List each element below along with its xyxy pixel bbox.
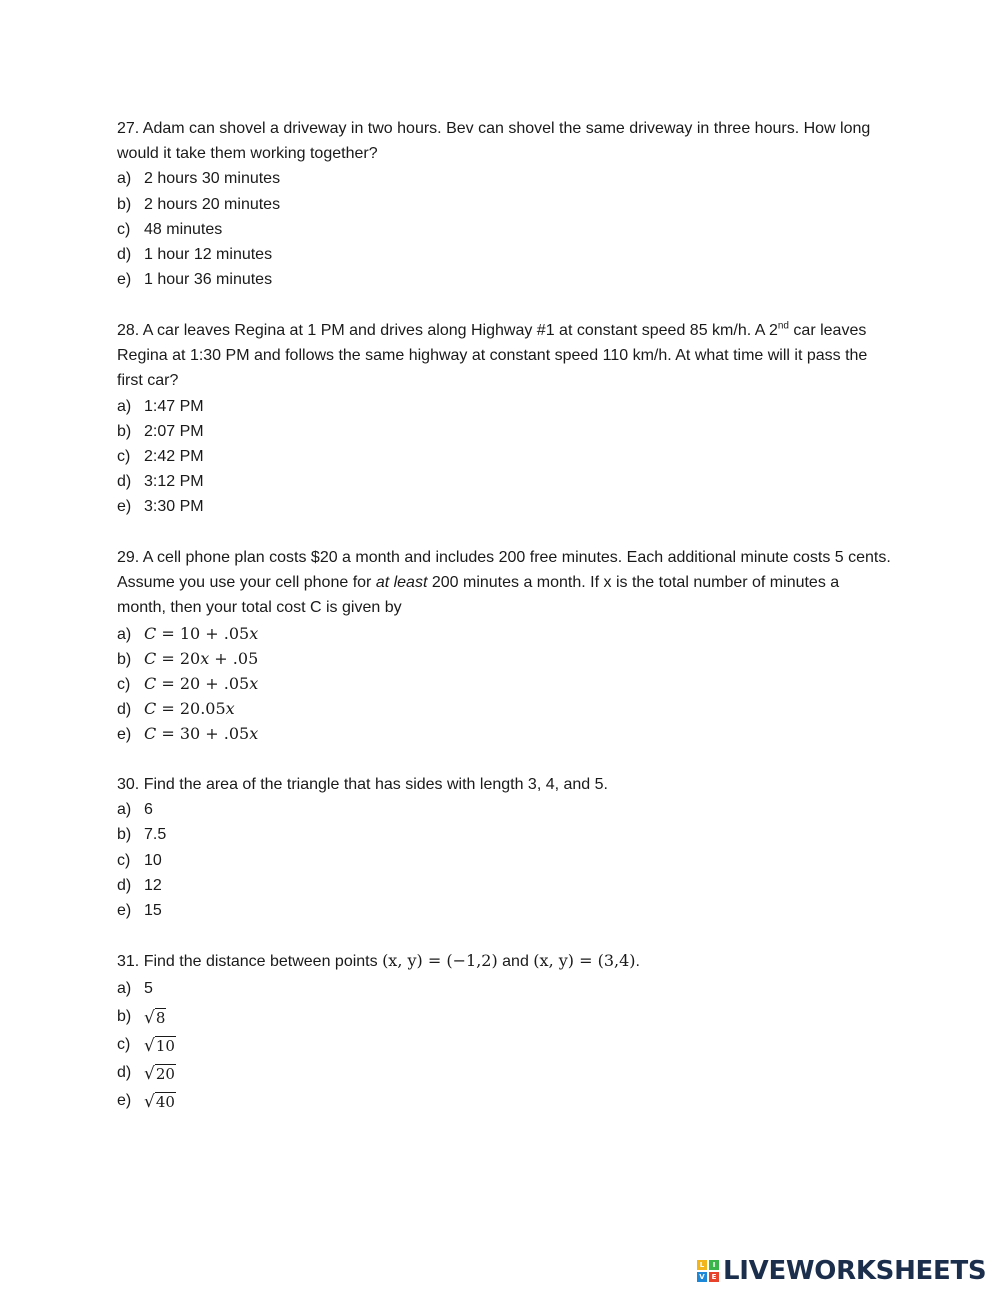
logo-mark-cell: L: [697, 1260, 707, 1270]
emphasis-at-least: at least: [375, 574, 428, 592]
radicand: 40: [155, 1093, 175, 1112]
option-letter: b): [117, 195, 132, 213]
option-29b: [117, 646, 892, 671]
question-31-text-part: .: [635, 953, 640, 970]
option-letter: d): [117, 876, 132, 894]
liveworksheets-logo: [697, 1256, 986, 1286]
formula: [144, 721, 258, 746]
option-text: 2:42 PM: [144, 447, 204, 465]
question-29: [117, 545, 892, 747]
point-2: (x, y) = (3,4): [533, 951, 636, 970]
question-27-options: [117, 166, 892, 292]
logo-mark-icon: [697, 1260, 719, 1282]
option-28d: [117, 469, 892, 494]
question-28-text-part: car leaves Regina at 1:30 PM and follows the same highway at constant speed 110 km/h. At what time will it pass the first car?: [117, 322, 868, 390]
option-letter: c): [117, 220, 131, 238]
formula-rhs: = 20: [156, 648, 201, 668]
option-30e: [117, 898, 892, 923]
option-28c: [117, 444, 892, 469]
logo-text: LIVEWORKSHEETS: [723, 1256, 987, 1286]
option-text: 3:12 PM: [144, 473, 204, 491]
formula-var: x: [249, 623, 259, 643]
option-text: 48 minutes: [144, 220, 223, 238]
radical-sign: √: [144, 1036, 155, 1057]
option-31b: [117, 1002, 892, 1030]
option-text: 1:47 PM: [144, 397, 204, 415]
option-text: 1 hour 12 minutes: [144, 245, 273, 263]
formula-var: x: [249, 673, 259, 693]
option-27d: [117, 242, 892, 267]
formula-var: x: [200, 648, 210, 668]
formula-rhs: = 20.05: [156, 699, 226, 719]
formula: [144, 696, 235, 721]
formula-var: x: [225, 699, 235, 719]
formula-rhs: = 20 + .05: [156, 673, 250, 693]
question-30-text: 30. Find the area of the triangle that has sides with length 3, 4, and 5.: [117, 776, 608, 793]
option-30c: [117, 848, 892, 873]
option-30a: [117, 797, 892, 822]
option-29c: [117, 671, 892, 696]
question-29-text-part: 200 minutes a month. If x is the total number of minutes a month, then your total cost C is given by: [117, 574, 840, 617]
question-30-options: [117, 797, 892, 923]
question-29-text: [117, 545, 892, 621]
formula-lhs: C: [144, 648, 157, 668]
radicand: 8: [155, 1009, 166, 1028]
option-letter: b): [117, 650, 132, 668]
question-27-text: 27. Adam can shovel a driveway in two hours. Bev can shovel the same driveway in three hours. How long would it take them working together?: [117, 120, 871, 163]
option-31d: [117, 1058, 892, 1086]
question-31: [117, 948, 892, 1114]
option-letter: d): [117, 245, 132, 263]
option-letter: b): [117, 1007, 132, 1025]
option-letter: c): [117, 1035, 131, 1053]
option-text: 12: [144, 876, 162, 894]
option-letter: c): [117, 447, 131, 465]
option-letter: b): [117, 422, 132, 440]
option-text: 2:07 PM: [144, 422, 204, 440]
question-28-text-part: 28. A car leaves Regina at 1 PM and drives along Highway #1 at constant speed 85 km/h. A 2: [117, 322, 778, 339]
option-letter: d): [117, 473, 132, 491]
option-28b: [117, 419, 892, 444]
radicand: 10: [155, 1037, 175, 1056]
option-letter: a): [117, 397, 132, 415]
option-31e: [117, 1086, 892, 1114]
formula-lhs: C: [144, 673, 157, 693]
option-letter: c): [117, 675, 131, 693]
option-text: 6: [144, 801, 153, 819]
option-28e: [117, 494, 892, 519]
option-27e: [117, 267, 892, 292]
option-31c: [117, 1030, 892, 1058]
question-28-text: [117, 318, 892, 394]
question-30: [117, 772, 892, 923]
question-29-text-part: 29. A cell phone plan costs $20 a month and includes 200 free minutes. Each additional minute costs 5 cents. Assume you use your cell phone for: [117, 549, 891, 592]
formula-lhs: C: [144, 623, 157, 643]
option-text: 1 hour 36 minutes: [144, 271, 273, 289]
formula-rhs: = 30 + .05: [156, 724, 250, 744]
question-31-text-part: and: [497, 953, 534, 970]
formula-rhs: = 10 + .05: [156, 623, 250, 643]
question-29-options: [117, 621, 892, 747]
option-text: 10: [144, 851, 162, 869]
question-28-options: [117, 394, 892, 520]
question-28: [117, 318, 892, 520]
option-28a: [117, 394, 892, 419]
option-letter: e): [117, 498, 132, 516]
option-letter: b): [117, 826, 132, 844]
option-27a: [117, 166, 892, 191]
formula-rest: + .05: [209, 648, 259, 668]
option-letter: e): [117, 1091, 132, 1109]
point-1: (x, y) = (−1,2): [382, 951, 498, 970]
logo-mark-cell: V: [697, 1272, 707, 1282]
square-root: [144, 1088, 176, 1112]
option-letter: d): [117, 1063, 132, 1081]
radical-sign: √: [144, 1064, 155, 1085]
option-30b: [117, 822, 892, 847]
option-letter: a): [117, 979, 132, 997]
superscript-nd: nd: [777, 320, 789, 332]
option-29e: [117, 721, 892, 746]
option-text: 2 hours 30 minutes: [144, 170, 281, 188]
question-31-text: [117, 948, 892, 974]
logo-mark-cell: I: [709, 1260, 719, 1270]
question-31-text-part: 31. Find the distance between points: [117, 953, 383, 970]
formula-var: x: [249, 724, 259, 744]
option-letter: e): [117, 726, 132, 744]
option-27c: [117, 217, 892, 242]
option-letter: e): [117, 271, 132, 289]
formula: [144, 621, 258, 646]
option-29d: [117, 696, 892, 721]
option-letter: c): [117, 851, 131, 869]
radical-sign: √: [144, 1092, 155, 1113]
option-text: 3:30 PM: [144, 498, 204, 516]
option-letter: d): [117, 701, 132, 719]
option-letter: e): [117, 901, 132, 919]
square-root: [144, 1060, 176, 1084]
formula-lhs: C: [144, 724, 157, 744]
radical-sign: √: [144, 1008, 155, 1029]
option-30d: [117, 873, 892, 898]
option-text: 7.5: [144, 826, 167, 844]
square-root: [144, 1032, 176, 1056]
question-31-options: [117, 974, 892, 1114]
option-31a: [117, 974, 892, 1002]
option-letter: a): [117, 170, 132, 188]
formula: [144, 646, 258, 671]
square-root: [144, 1004, 166, 1028]
logo-mark-cell: E: [709, 1272, 719, 1282]
option-letter: a): [117, 801, 132, 819]
question-27: [117, 116, 892, 292]
option-27b: [117, 192, 892, 217]
option-text: 5: [144, 979, 153, 997]
formula-lhs: C: [144, 699, 157, 719]
option-text: 2 hours 20 minutes: [144, 195, 281, 213]
option-letter: a): [117, 625, 132, 643]
option-text: 15: [144, 901, 162, 919]
option-29a: [117, 621, 892, 646]
formula: [144, 671, 258, 696]
radicand: 20: [155, 1065, 175, 1084]
